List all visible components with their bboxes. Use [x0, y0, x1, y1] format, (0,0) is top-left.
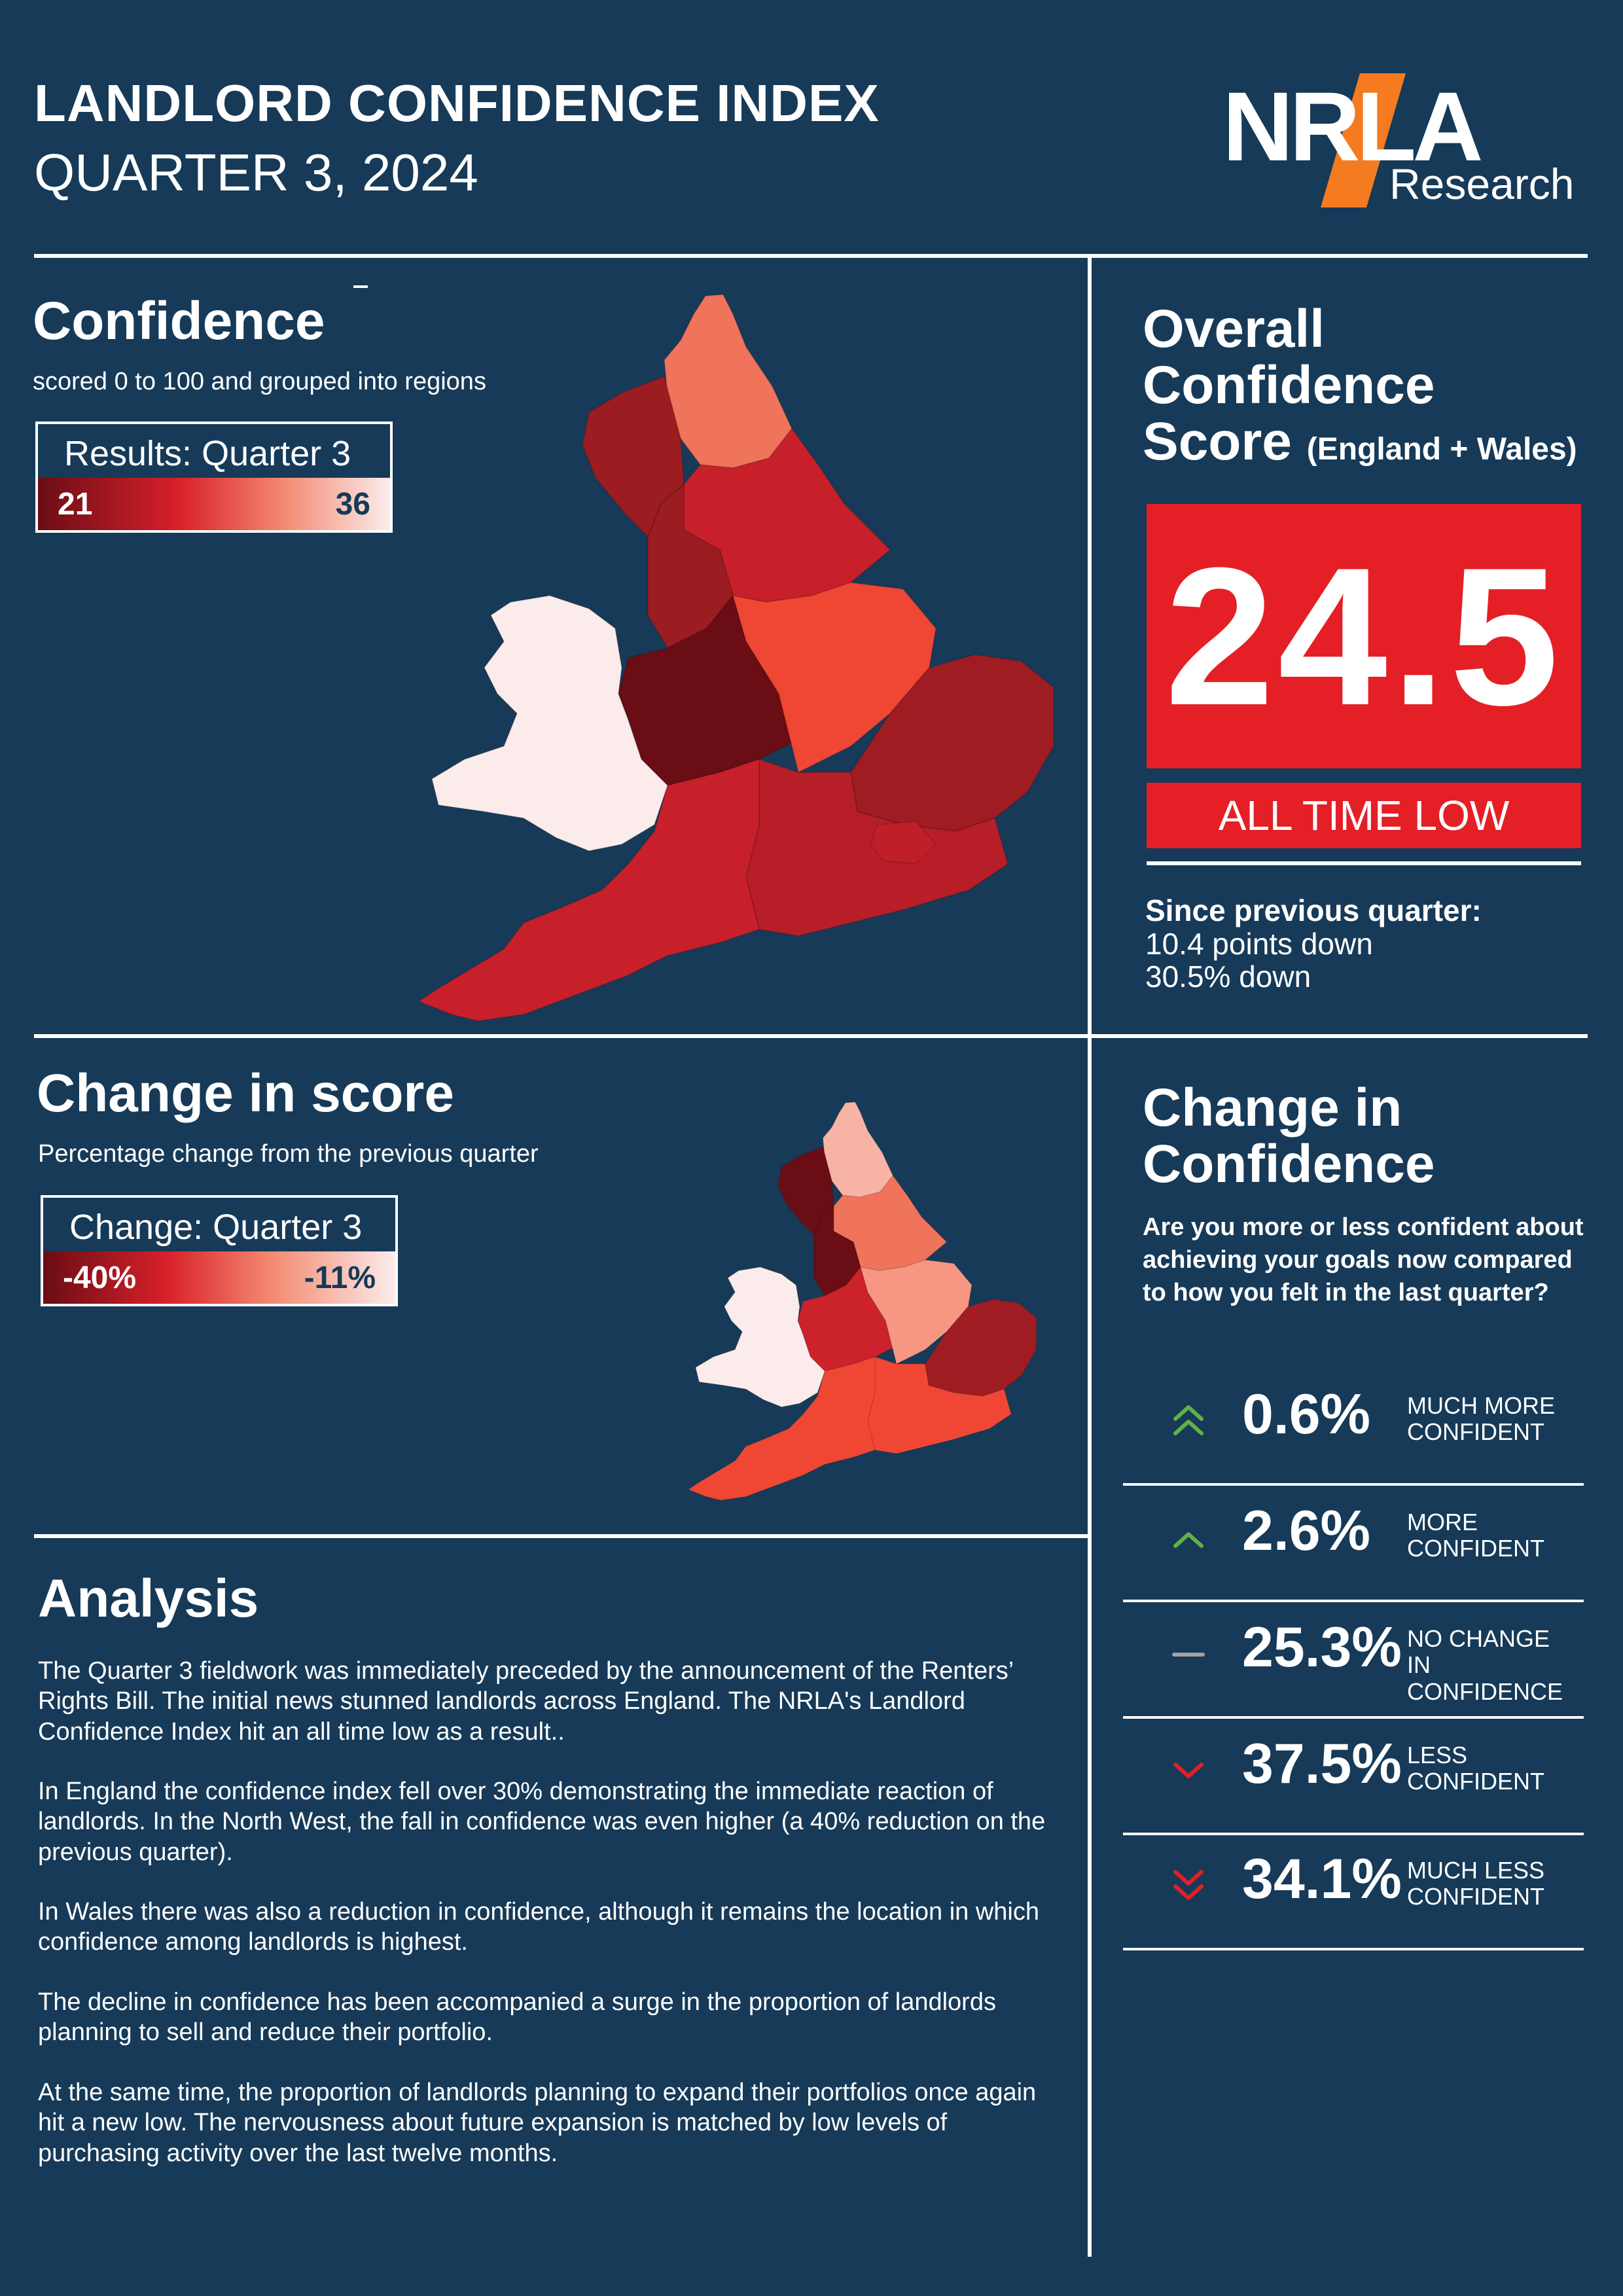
chevron-down-icon [1169, 1746, 1208, 1792]
chevron-up-icon [1169, 1513, 1208, 1559]
since-previous [1145, 894, 1482, 994]
analysis-paragraph: At the same time, the proportion of landlords planning to expand their portfolios once again hit a new low. The nervousness about future expansion is matched by low levels of purchasing activity over the last twelve months. [38, 2079, 1037, 2167]
row-label-line-1: MUCH MORE [1407, 1392, 1555, 1419]
analysis-paragraph: In England the confidence index fell over 30% demonstrating the immediate reaction of landlords. In the North West, the fall in confidence was even higher (a 40% reduction on the previous quarter). [38, 1778, 1046, 1866]
analysis-paragraph: In Wales there was also a reduction in confidence, although it remains the location in which confidence among landlords is highest. [38, 1898, 1040, 1956]
logo-wordmark: NRLA [1222, 71, 1480, 181]
row-label [1407, 1509, 1544, 1562]
score-underline [1147, 861, 1581, 865]
row-divider [1123, 1600, 1584, 1602]
confidence-subheading: scored 0 to 100 and grouped into regions [33, 368, 486, 395]
legend-max: 36 [335, 486, 370, 522]
page-subtitle: QUARTER 3, 2024 [34, 143, 478, 202]
row-percentage: 0.6% [1242, 1383, 1371, 1446]
row-label-line-1: NO CHANGE [1407, 1625, 1550, 1652]
overall-heading [1143, 301, 1577, 470]
confidence-row [1123, 1371, 1584, 1486]
legend-gradient [43, 1251, 395, 1304]
row-percentage: 34.1% [1242, 1848, 1402, 1910]
region-north-east [823, 1102, 893, 1197]
confidence-row [1123, 1487, 1584, 1602]
row-divider [1123, 1716, 1584, 1719]
row-label [1407, 1857, 1544, 1910]
overall-heading-line-3: Score (England + Wales) [1143, 412, 1577, 472]
legend-title: Results: Quarter 3 [64, 434, 351, 473]
divider-vertical [1088, 257, 1092, 2257]
overall-heading-line-1: Overall [1143, 299, 1325, 359]
since-points: 10.4 points down [1145, 926, 1373, 961]
row-label-line-1: LESS [1407, 1742, 1468, 1768]
confidence-legend [35, 422, 393, 533]
overall-heading-suffix: (England + Wales) [1306, 432, 1577, 467]
since-percent: 30.5% down [1145, 960, 1311, 994]
confidence-map [393, 288, 1073, 1028]
double-chevron-up-icon [1169, 1397, 1208, 1443]
change-confidence-question: Are you more or less confident about achieving your goals now compared to how you felt in the last quarter? [1143, 1213, 1584, 1307]
row-label-line-2: CONFIDENT [1407, 1535, 1544, 1562]
legend-gradient [38, 478, 390, 530]
divider-analysis [34, 1534, 1090, 1538]
change-score-subheading: Percentage change from the previous quarter [38, 1140, 539, 1168]
legend-max: -11% [304, 1260, 376, 1295]
dash-icon [1169, 1630, 1208, 1676]
row-label-line-1: MUCH LESS [1407, 1857, 1545, 1884]
row-divider [1123, 1483, 1584, 1486]
confidence-row [1123, 1720, 1584, 1835]
row-percentage: 37.5% [1242, 1732, 1402, 1795]
analysis-paragraph: The Quarter 3 fieldwork was immediately preceded by the announcement of the Renters’ Rights Bill. The initial news stunned landlords across England. The NRLA's Landlord Confidence Index hit an all time low as a result.. [38, 1657, 1013, 1746]
row-label [1407, 1626, 1584, 1705]
row-label [1407, 1742, 1544, 1795]
logo-subtext: Research [1389, 160, 1575, 208]
row-label-line-2: IN CONFIDENCE [1407, 1651, 1563, 1705]
divider-top [34, 254, 1588, 258]
row-label-line-1: MORE [1407, 1509, 1478, 1535]
overall-heading-line-2: Confidence [1143, 355, 1435, 416]
overall-score: 24.5 [1147, 504, 1581, 768]
legend-title: Change: Quarter 3 [69, 1208, 363, 1247]
since-heading: Since previous quarter: [1145, 893, 1482, 927]
nrla-logo [1222, 71, 1575, 215]
row-percentage: 2.6% [1242, 1499, 1371, 1562]
change-confidence-heading [1143, 1080, 1435, 1193]
change-confidence-heading-line-1: Change in [1143, 1078, 1402, 1138]
row-label-line-2: CONFIDENT [1407, 1883, 1544, 1910]
legend-min: 21 [58, 486, 93, 522]
row-divider [1123, 1948, 1584, 1950]
analysis-heading: Analysis [38, 1569, 259, 1628]
change-legend [41, 1195, 398, 1306]
minus-mark [353, 285, 368, 288]
change-confidence-heading-line-2: Confidence [1143, 1134, 1435, 1194]
change-score-heading: Change in score [37, 1064, 454, 1123]
row-label [1407, 1393, 1555, 1446]
page-title: LANDLORD CONFIDENCE INDEX [34, 74, 880, 132]
analysis-paragraph: The decline in confidence has been accompanied a surge in the proportion of landlords planning to sell and reduce their portfolio. [38, 1988, 996, 2047]
confidence-row [1123, 1604, 1584, 1719]
double-chevron-down-icon [1169, 1861, 1208, 1907]
all-time-low-badge: ALL TIME LOW [1147, 783, 1581, 848]
row-label-line-2: CONFIDENT [1407, 1768, 1544, 1795]
confidence-heading: Confidence [33, 291, 325, 351]
row-percentage: 25.3% [1242, 1616, 1402, 1679]
row-label-line-2: CONFIDENT [1407, 1418, 1544, 1446]
change-map [674, 1092, 1047, 1511]
legend-min: -40% [63, 1260, 137, 1295]
region-north-east [664, 295, 792, 468]
divider-middle [34, 1034, 1588, 1038]
confidence-row [1123, 1835, 1584, 1950]
